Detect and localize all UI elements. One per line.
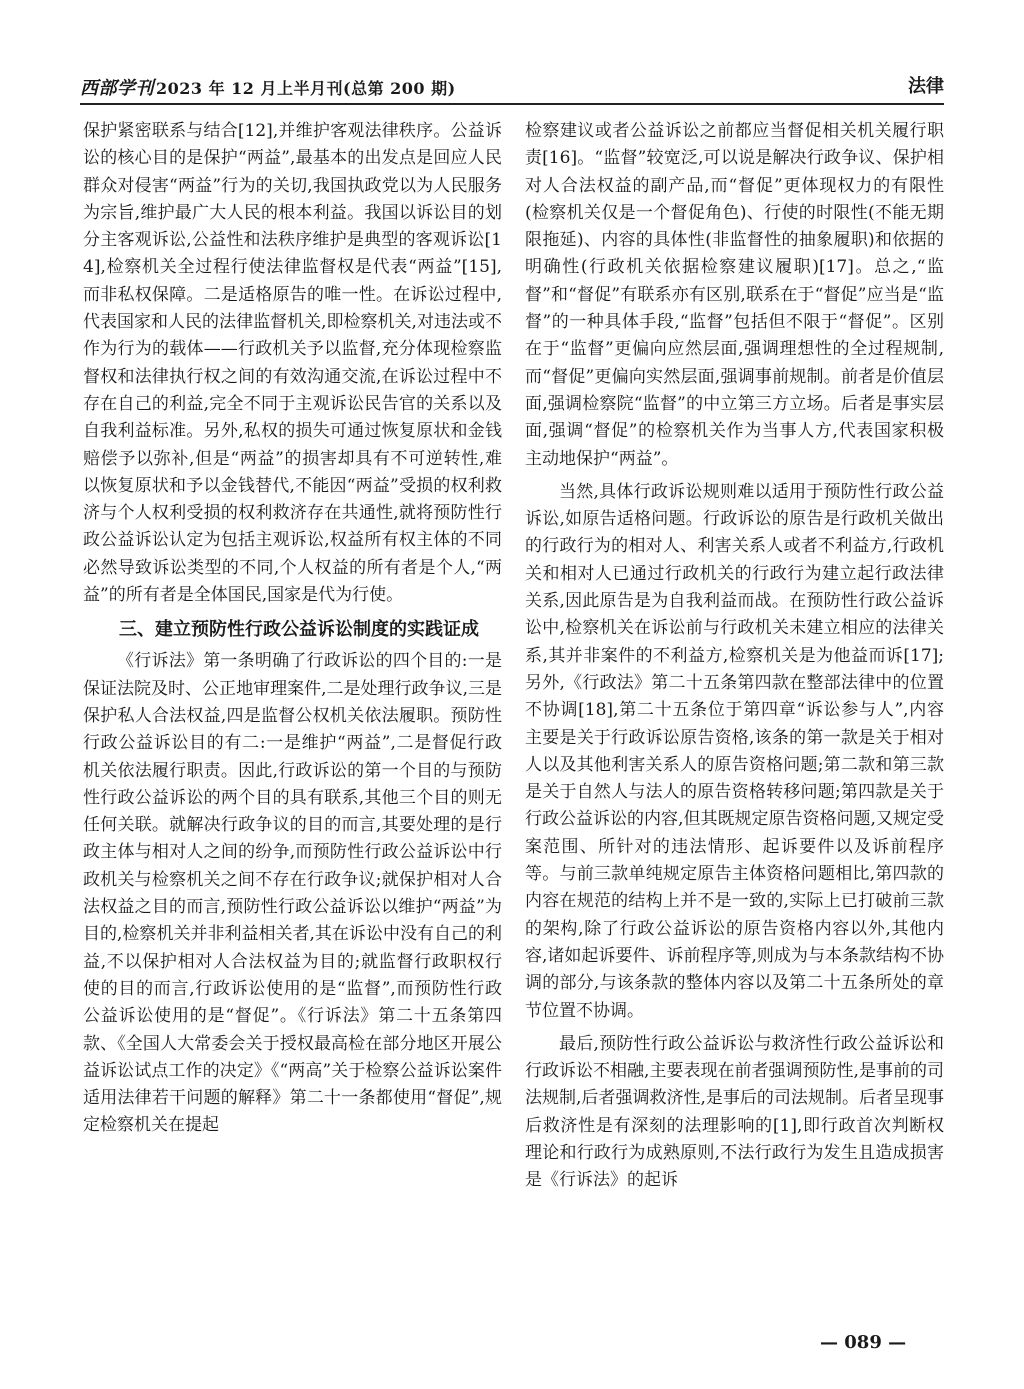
left-paragraph-1: 保护紧密联系与结合[12],并维护客观法律秩序。公益诉讼的核心目的是保护“两益”,最基本的出发点是回应人民群众对侵害“两益”行为的关切,我国执政党以为人民服务为宗旨,维护最广大人民的根本利益。我国以诉讼目的划分主客观诉讼,公益性和法秩序维护是典型的客观诉讼[14],检察机关全过程行使法律监督权是代表“两益”[15],而非私权保障。二是适格原告的唯一性。在诉讼过程中,代表国家和人民的法律监督机关,即检察机关,对违法或不作为行为的载体——行政机关予以监督,充分体现检察监督权和法律执行权之间的有效沟通交流,在诉讼过程中不存在自己的利益,完全不同于主观诉讼民告官的关系以及自我利益标准。另外,私权的损失可通过恢复原状和金钱赔偿予以弥补,但是“两益”的损害却具有不可逆转性,难以恢复原状和予以金钱替代,不能因“两益”受损的权利救济与个人权利受损的权利救济存在共通性,就将预防性行政公益诉讼认定为包括主观诉讼,权益所有权主体的不同必然导致诉讼类型的不同,个人权益的所有者是个人,“两益”的所有者是全体国民,国家是代为行使。 — [83, 121, 502, 606]
header-rule — [80, 103, 944, 105]
page-header — [80, 72, 944, 102]
issue-info: 2023 年 12 月上半月刊(总第 200 期) — [156, 79, 456, 98]
journal-issue — [80, 74, 456, 100]
right-column — [525, 118, 944, 1195]
right-paragraph-3: 最后,预防性行政公益诉讼与救济性行政公益诉讼和行政诉讼不相融,主要表现在前者强调预防性,是事前的司法规制,后者强调救济性,是事后的司法规制。后者呈现事后救济性是有深刻的法理影响的[1],即行政首次判断权理论和行政行为成熟原则,不法行政行为发生且造成损害是《行诉法》的起诉 — [525, 1033, 944, 1191]
journal-logo: 西部学刊 — [80, 78, 154, 99]
page-number: — 089 — — [820, 1332, 907, 1353]
section-tag: 法律 — [908, 76, 944, 97]
right-paragraph-2: 当然,具体行政诉讼规则难以适用于预防性行政公益诉讼,如原告适格问题。行政诉讼的原告是行政机关做出的行政行为的相对人、利害关系人或者不利益方,行政机关和相对人已通过行政机关的行政行为建立起行政法律关系,因此原告是为自我利益而战。在预防性行政公益诉讼中,检察机关在诉讼前与行政机关未建立相应的法律关系,其并非案件的不利益方,检察机关是为他益而诉[17];另外,《行政法》第二十五条第四款在整部法律中的位置不协调[18],第二十五条位于第四章“诉讼参与人”,内容主要是关于行政诉讼原告资格,该条的第一款是关于相对人以及其他利害关系人的原告资格问题;第二款和第三款是关于自然人与法人的原告资格转移问题;第四款是关于行政公益诉讼的内容,但其既规定原告资格问题,又规定受案范围、所针对的违法情形、起诉要件以及诉前程序等。与前三款单纯规定原告主体资格问题相比,第四款的内容在规范的结构上并不是一致的,实际上已打破前三款的架构,除了行政公益诉讼的原告资格内容以外,其他内容,诸如起诉要件、诉前程序等,则成为与本条款结构不协调的部分,与该条款的整体内容以及第二十五条所处的章节位置不协调。 — [525, 481, 944, 1021]
section-heading: 三、建立预防性行政公益诉讼制度的实践证成 — [119, 619, 479, 641]
right-paragraph-1: 检察建议或者公益诉讼之前都应当督促相关机关履行职责[16]。“监督”较宽泛,可以说是解决行政争议、保护相对人合法权益的副产品,而“督促”更体现权力的有限性(检察机关仅是一个督促角色)、行使的时限性(不能无期限拖延)、内容的具体性(非监督性的抽象履职)和依据的明确性(行政机关依据检察建议履职)[17]。总之,“监督”和“督促”有联系亦有区别,联系在于“督促”应当是“监督”的一种具体手段,“监督”包括但不限于“督促”。区别在于“监督”更偏向应然层面,强调理想性的全过程规制,而“督促”更偏向实然层面,强调事前规制。前者是价值层面,强调检察院“监督”的中立第三方立场。后者是事实层面,强调“督促”的检察机关作为当事人方,代表国家积极主动地保护“两益”。 — [525, 121, 944, 469]
left-column — [83, 118, 502, 1140]
left-paragraph-2: 《行诉法》第一条明确了行政诉讼的四个目的:一是保证法院及时、公正地审理案件,二是处理行政争议,三是保护私人合法权益,四是监督公权机关依法履职。预防性行政公益诉讼目的有二:一是维护“两益”,二是督促行政机关依法履行职责。因此,行政诉讼的第一个目的与预防性行政公益诉讼的两个目的具有联系,其他三个目的则无任何关联。就解决行政争议的目的而言,其要处理的是行政主体与相对人之间的纷争,而预防性行政公益诉讼中行政机关与检察机关之间不存在行政争议;就保护相对人合法权益之目的而言,预防性行政公益诉讼以维护“两益”为目的,检察机关并非利益相关者,其在诉讼中没有自己的利益,不以保护相对人合法权益为目的;就监督行政职权行使的目的而言,行政诉讼使用的是“监督”,而预防性行政公益诉讼使用的是“督促”。《行诉法》第二十五条第四款、《全国人大常委会关于授权最高检在部分地区开展公益诉讼试点工作的决定》《“两高”关于检察公益诉讼案件适用法律若干问题的解释》第二十一条都使用“督促”,规定检察机关在提起 — [83, 651, 502, 1136]
